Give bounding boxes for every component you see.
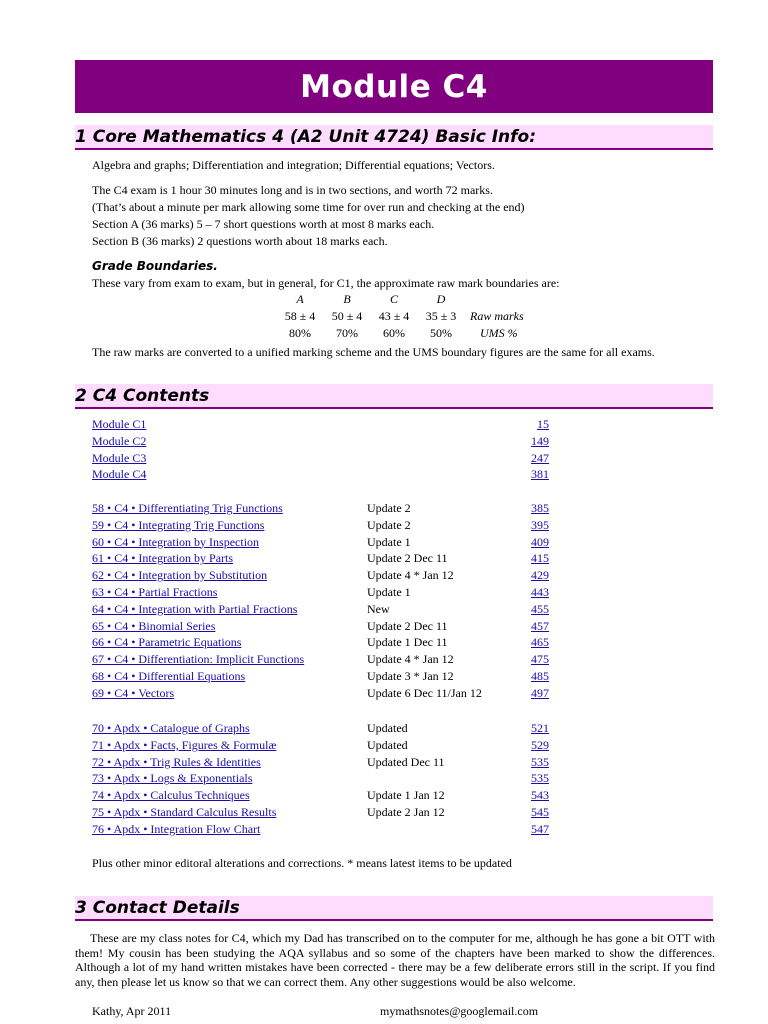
- module-title-banner: [75, 60, 713, 113]
- exam-line-2: (That’s about a minute per mark allowing some time for over run and checking at the end): [92, 200, 525, 214]
- contents-page-link[interactable]: 385: [531, 501, 549, 515]
- contents-page-link[interactable]: 455: [531, 601, 549, 616]
- contents-title-link[interactable]: 60 • C4 • Integration by Inspection: [92, 534, 260, 549]
- contents-update-note: Updated: [367, 721, 408, 735]
- contents-page-link[interactable]: 149: [531, 433, 549, 448]
- contents-update-note: Update 4 * Jan 12: [367, 568, 454, 583]
- contents-page-link[interactable]: 545: [531, 804, 549, 819]
- contents-title-link[interactable]: 71 • Apdx • Facts, Figures & Formulæ: [92, 737, 277, 752]
- contents-page-link[interactable]: 529: [531, 737, 549, 752]
- exam-line-1: The C4 exam is 1 hour 30 minutes long and is in two sections, and worth 72 marks.: [92, 183, 493, 197]
- contents-title-link[interactable]: 73 • Apdx • Logs & Exponentials: [92, 771, 253, 786]
- contents-page-link[interactable]: 535: [531, 754, 549, 769]
- contents-title-link[interactable]: 70 • Apdx • Catalogue of Graphs: [92, 721, 250, 735]
- contents-page-link[interactable]: 475: [531, 652, 549, 667]
- contents-title-link[interactable]: 76 • Apdx • Integration Flow Chart: [92, 821, 261, 836]
- raw-mark: 35 ± 3: [425, 309, 457, 323]
- contents-title-link[interactable]: 61 • C4 • Integration by Parts: [92, 551, 234, 566]
- contents-title-link[interactable]: 63 • C4 • Partial Fractions: [92, 584, 218, 599]
- contents-update-note: Update 2 Jan 12: [367, 804, 445, 819]
- grade-letter: A: [296, 292, 304, 306]
- raw-mark: 43 ± 4: [378, 309, 410, 323]
- contents-update-note: Update 4 * Jan 12: [367, 652, 454, 667]
- raw-mark: 58 ± 4: [284, 309, 316, 323]
- raw-marks-label: Raw marks: [470, 309, 524, 323]
- contents-update-note: Updated: [367, 737, 408, 752]
- contents-update-note: Update 3 * Jan 12: [367, 668, 454, 683]
- contents-title-link[interactable]: Module C1: [92, 417, 147, 431]
- contents-title-link[interactable]: 72 • Apdx • Trig Rules & Identities: [92, 754, 261, 769]
- contents-update-note: Update 1 Jan 12: [367, 788, 445, 803]
- ums-value: 70%: [336, 326, 358, 340]
- contents-title-link[interactable]: Module C3: [92, 450, 147, 465]
- section-heading-contents: 2 C4 Contents: [75, 384, 713, 409]
- contents-update-note: Update 2 Dec 11: [367, 551, 448, 566]
- contents-update-note: Update 1: [367, 534, 411, 549]
- grade-letter: C: [389, 292, 398, 306]
- contents-page-link[interactable]: 429: [531, 568, 549, 583]
- contents-title-link[interactable]: 66 • C4 • Parametric Equations: [92, 635, 242, 650]
- contents-title-link[interactable]: Module C4: [92, 467, 147, 482]
- contents-page-link[interactable]: 247: [531, 450, 549, 465]
- contents-page-link[interactable]: 543: [531, 788, 549, 803]
- contents-update-note: Update 2: [367, 517, 411, 532]
- contents-update-note: New: [367, 601, 390, 616]
- contents-title-link[interactable]: 67 • C4 • Differentiation: Implicit Functions: [92, 652, 305, 667]
- contents-title-link[interactable]: Module C2: [92, 433, 147, 448]
- module-title: Module C4: [300, 68, 488, 105]
- contents-title-link[interactable]: 58 • C4 • Differentiating Trig Functions: [92, 501, 283, 515]
- contents-update-note: Update 1 Dec 11: [367, 635, 448, 650]
- contents-page-link[interactable]: 547: [531, 821, 549, 836]
- grade-letter: B: [343, 292, 351, 306]
- contents-page-link[interactable]: 465: [531, 635, 549, 650]
- raw-mark: 50 ± 4: [331, 309, 363, 323]
- grade-letter: D: [436, 292, 446, 306]
- ums-label: UMS %: [480, 326, 518, 340]
- section-heading-contact: 3 Contact Details: [75, 896, 713, 921]
- ums-note: The raw marks are converted to a unified marking scheme and the UMS boundary figures are the same for all exams.: [92, 345, 655, 359]
- contents-footnote: Plus other minor editoral alterations and corrections. * means latest items to be updated: [92, 856, 512, 870]
- contents-page-link[interactable]: 409: [531, 534, 549, 549]
- contents-page-link[interactable]: 415: [531, 551, 549, 566]
- contents-update-note: Update 6 Dec 11/Jan 12: [367, 685, 482, 700]
- contents-update-note: Update 2 Dec 11: [367, 618, 448, 633]
- grade-boundaries-title: Grade Boundaries.: [92, 259, 218, 273]
- exam-line-3: Section A (36 marks) 5 – 7 short questions worth at most 8 marks each.: [92, 217, 435, 231]
- contents-page-link[interactable]: 15: [537, 417, 549, 431]
- contact-body-text: These are my class notes for C4, which my Dad has transcribed on to the computer for me, although he has gone a bit OTT with them! My cousin has been studying the AQA syllabus and so some of the chapters have been marked to show the differences. Although a lot of my hand written mistakes have been corrected - there may be a few deliberate errors still in the script. If you find any, then please let us know so that we can correct them. Any other suggestions would be also welcome.: [75, 931, 715, 989]
- section-heading-basic-info: 1 Core Mathematics 4 (A2 Unit 4724) Basic Info:: [75, 125, 713, 150]
- contents-page-link[interactable]: 457: [531, 618, 549, 633]
- signature: Kathy, Apr 2011: [92, 1004, 172, 1018]
- ums-value: 60%: [383, 326, 405, 340]
- contents-update-note: Update 2: [367, 501, 411, 515]
- email-address: mymathsnotes@googlemail.com: [380, 1004, 539, 1018]
- contents-title-link[interactable]: 59 • C4 • Integrating Trig Functions: [92, 517, 265, 532]
- exam-line-4: Section B (36 marks) 2 questions worth about 18 marks each.: [92, 234, 388, 248]
- contents-page-link[interactable]: 485: [531, 668, 549, 683]
- contents-update-note: Updated Dec 11: [367, 754, 445, 769]
- contents-update-note: Update 1: [367, 584, 411, 599]
- ums-value: 50%: [430, 326, 452, 340]
- grade-intro: These vary from exam to exam, but in general, for C1, the approximate raw mark boundaries are:: [92, 276, 560, 290]
- ums-value: 80%: [289, 326, 311, 340]
- contents-title-link[interactable]: 75 • Apdx • Standard Calculus Results: [92, 804, 277, 819]
- contents-page-link[interactable]: 443: [531, 584, 549, 599]
- contents-title-link[interactable]: 74 • Apdx • Calculus Techniques: [92, 788, 250, 803]
- contents-title-link[interactable]: 69 • C4 • Vectors: [92, 685, 175, 700]
- contents-title-link[interactable]: 62 • C4 • Integration by Substitution: [92, 568, 268, 583]
- contents-page-link[interactable]: 521: [531, 721, 549, 735]
- contents-title-link[interactable]: 64 • C4 • Integration with Partial Fractions: [92, 601, 298, 616]
- contents-page-link[interactable]: 497: [531, 685, 549, 700]
- contents-page-link[interactable]: 381: [531, 467, 549, 482]
- contents-title-link[interactable]: 68 • C4 • Differential Equations: [92, 668, 246, 683]
- topics-text: Algebra and graphs; Differentiation and integration; Differential equations; Vectors.: [92, 158, 495, 172]
- contents-title-link[interactable]: 65 • C4 • Binomial Series: [92, 618, 216, 633]
- contents-page-link[interactable]: 535: [531, 771, 549, 786]
- contents-page-link[interactable]: 395: [531, 517, 549, 532]
